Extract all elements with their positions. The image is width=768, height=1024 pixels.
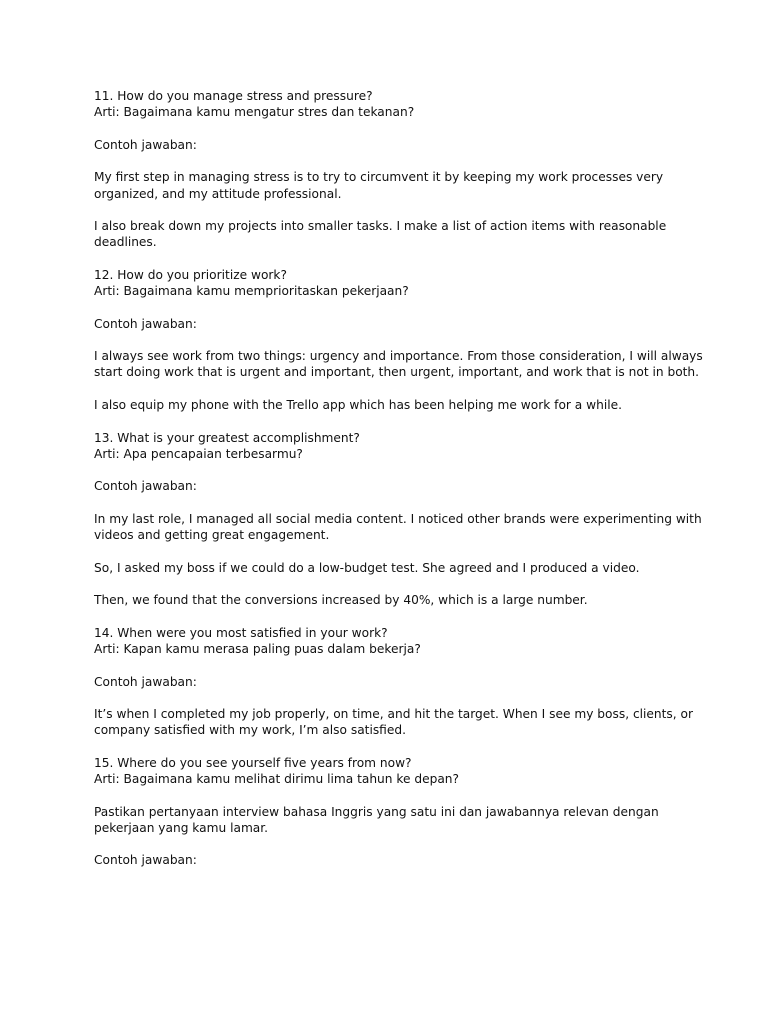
text-line: videos and getting great engagement. <box>94 528 330 543</box>
paragraph <box>94 625 694 657</box>
text-line: company satisfied with my work, I’m also satisfied. <box>94 723 406 738</box>
text-line: Arti: Bagaimana kamu mengatur stres dan tekanan? <box>94 105 415 120</box>
paragraph <box>94 267 694 299</box>
paragraph <box>94 348 703 380</box>
text-line: Arti: Bagaimana kamu melihat dirimu lima tahun ke depan? <box>94 772 459 787</box>
text-line: Contoh jawaban: <box>94 316 197 331</box>
text-line: 15. Where do you see yourself five years from now? <box>94 755 412 770</box>
paragraph <box>94 560 694 576</box>
text-line: 11. How do you manage stress and pressure? <box>94 89 373 103</box>
text-line: Contoh jawaban: <box>94 479 197 494</box>
text-line: Contoh jawaban: <box>94 674 197 689</box>
paragraph <box>94 804 694 836</box>
text-line: I also equip my phone with the Trello app which has been helping me work for a while. <box>94 397 622 412</box>
paragraph <box>94 478 694 494</box>
text-line: In my last role, I managed all social media content. I noticed other brands were experimenting with <box>94 511 702 526</box>
text-line: Arti: Apa pencapaian terbesarmu? <box>94 446 303 461</box>
paragraph <box>94 218 694 250</box>
text-line: My first step in managing stress is to try to circumvent it by keeping my work processes very <box>94 170 664 185</box>
paragraph <box>94 88 694 120</box>
paragraph <box>94 511 702 543</box>
text-line: deadlines. <box>94 235 157 250</box>
text-line: I always see work from two things: urgency and importance. From those consideration, I will always <box>94 349 703 364</box>
paragraph <box>94 397 694 413</box>
text-line: Contoh jawaban: <box>94 137 197 152</box>
text-line: 14. When were you most satisfied in your work? <box>94 625 388 640</box>
paragraph <box>94 674 694 690</box>
text-line: Arti: Kapan kamu merasa paling puas dalam bekerja? <box>94 642 421 657</box>
text-line: organized, and my attitude professional. <box>94 186 342 201</box>
paragraph <box>94 137 694 153</box>
paragraph <box>94 852 694 868</box>
text-line: start doing work that is urgent and important, then urgent, important, and work that is not in both. <box>94 365 700 380</box>
text-line: Then, we found that the conversions increased by 40%, which is a large number. <box>94 593 588 608</box>
text-line: So, I asked my boss if we could do a low-budget test. She agreed and I produced a video. <box>94 560 640 575</box>
text-line: 12. How do you prioritize work? <box>94 267 287 282</box>
text-line: Arti: Bagaimana kamu memprioritaskan pekerjaan? <box>94 284 409 299</box>
paragraph <box>94 592 694 608</box>
text-line: Contoh jawaban: <box>94 853 197 868</box>
paragraph <box>94 316 694 332</box>
text-line: It’s when I completed my job properly, on time, and hit the target. When I see my boss, clients, or <box>94 707 693 722</box>
paragraph <box>94 706 694 738</box>
text-line: pekerjaan yang kamu lamar. <box>94 820 269 835</box>
document-body <box>94 88 703 869</box>
paragraph <box>94 169 694 201</box>
paragraph <box>94 755 694 787</box>
text-line: 13. What is your greatest accomplishment? <box>94 430 360 445</box>
paragraph <box>94 430 694 462</box>
text-line: Pastikan pertanyaan interview bahasa Inggris yang satu ini dan jawabannya relevan dengan <box>94 804 659 819</box>
text-line: I also break down my projects into smaller tasks. I make a list of action items with reasonable <box>94 219 667 234</box>
